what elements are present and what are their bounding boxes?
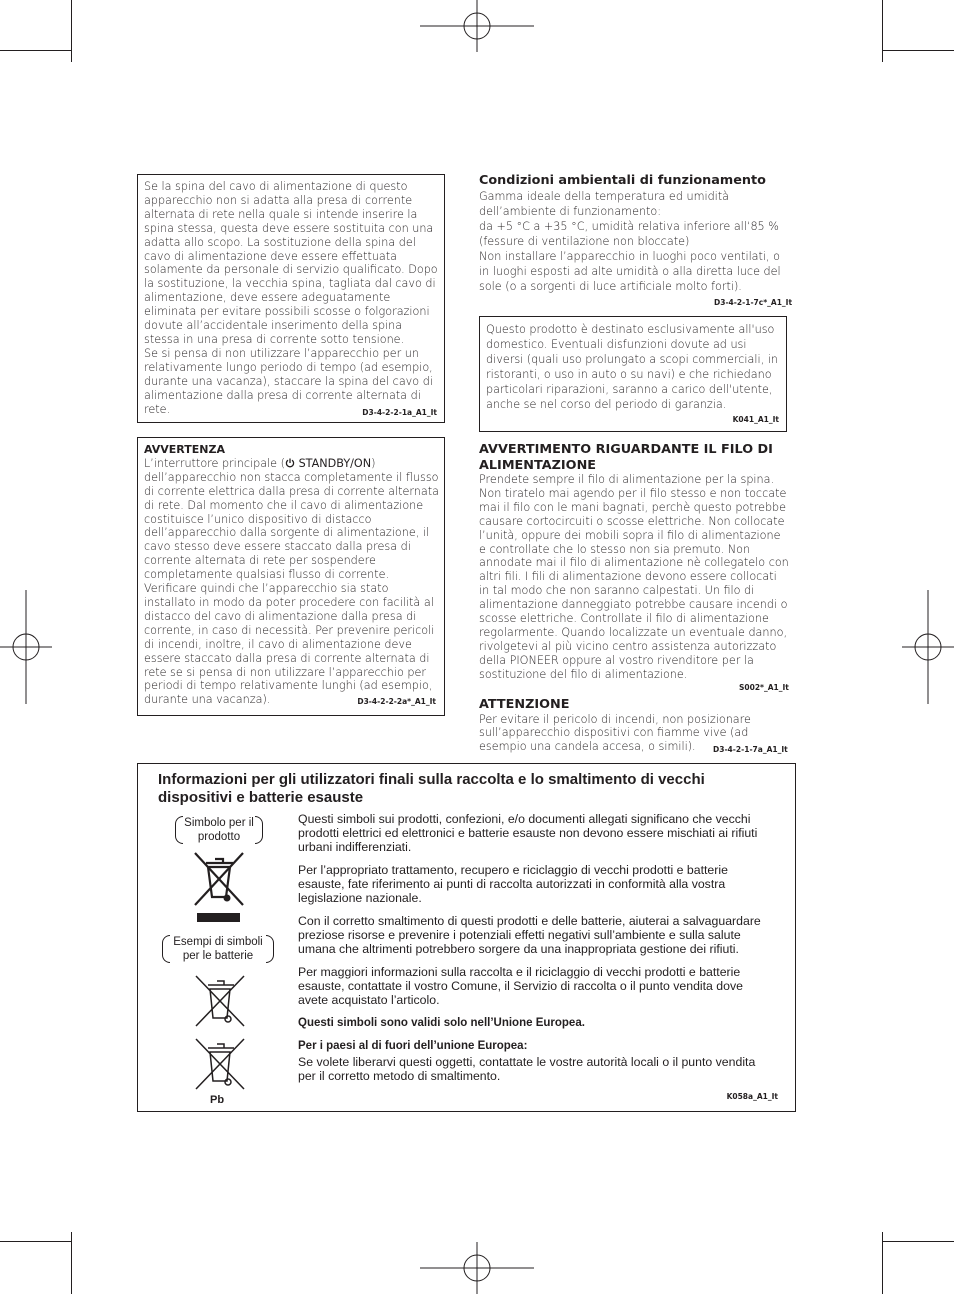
non-eu-paragraph: Se volete liberarvi questi oggetti, contattate le vostre autorità locali o il punto vendita per il corretto metodo di smaltimento. xyxy=(298,1055,756,1083)
label-bracket-left xyxy=(175,816,183,844)
environment-text-3: Non installare l’apparecchio in luoghi poco ventilati, o in luoghi esposti ad alte umidità o alla diretta luce del sole (o a sorgenti di luce artificiale molto forti). xyxy=(479,249,781,293)
weee-title: Informazioni per gli utilizzatori finali sulla raccolta e lo smaltimento di vecchi dispositivi e batterie esauste xyxy=(158,771,705,806)
eu-validity-note: Questi simboli sono validi solo nell’Unione Europea. xyxy=(298,1017,585,1029)
environment-text-2: da +5 °C a +35 °C, umidità relativa inferiore all‘85 % (fessure di ventilazione non bloccate) xyxy=(479,219,779,248)
product-symbol-label: Simbolo per il prodotto xyxy=(184,817,254,843)
crop-mark xyxy=(71,0,72,62)
weee-paragraph: Per l’appropriato trattamento, recupero e riciclaggio di vecchi prodotti e batterie esauste, fate riferimento ai punti di raccolta autorizzati in conformità alla vostra legislazione nazionale. xyxy=(298,863,728,905)
registration-mark-icon xyxy=(902,590,954,704)
reference-code: K041_A1_It xyxy=(732,415,779,424)
crossed-out-wheelie-bin-icon xyxy=(193,851,245,907)
power-cord-section xyxy=(479,442,789,682)
warning-text-post: ) dell’apparecchio non stacca completamente il flusso di corrente elettrica dalla presa di corrente alternata di rete. Dal momento che il cavo di alimentazione costituisce l’unico dispositivo di distacco dell’apparecchio dalla sorgente di alimentazione, il cavo stesso deve essere staccato dalla presa di corrente alternata di rete per sospendere completamente qualsiasi flusso di corrente. Verificare quindi che l’apparecchio sia stato installato in modo da poter procedere con facilità al distacco del cavo di alimentazione dalla presa di corrente, in caso di necessità. Per prevenire pericoli di incendi, inoltre, il cavo di alimentazione deve essere staccato dalla presa di corrente alternata di rete se si pensa di non utilizzare l’apparecchio per periodi di tempo relativamente lunghi (ad esempio, durante una vacanza). xyxy=(144,456,439,707)
caution-heading: ATTENZIONE xyxy=(479,697,570,712)
warning-text xyxy=(144,457,440,707)
weee-paragraph: Questi simboli sui prodotti, confezioni, e/o documenti allegati significano che vecchi prodotti elettrici ed elettronici e batterie esauste non devono essere mischiati ai rifiuti urbani indifferenziati. xyxy=(298,812,758,854)
label-bracket-right xyxy=(255,816,263,844)
battery-symbol-label: Esempi di simboli per le batterie xyxy=(173,936,263,962)
weee-disposal-box xyxy=(137,763,796,1112)
crop-mark xyxy=(0,1241,72,1242)
power-standby-icon xyxy=(285,458,295,468)
reference-code: D3-4-2-2-2a*_A1_It xyxy=(357,697,436,706)
registration-mark-icon xyxy=(420,1242,534,1294)
label-bracket-right xyxy=(266,935,274,963)
registration-mark-icon xyxy=(0,590,52,704)
crop-mark xyxy=(882,1232,883,1294)
crop-mark xyxy=(0,50,72,51)
reference-code: D3-4-2-1-7c*_A1_It xyxy=(714,298,793,307)
power-cord-heading: AVVERTIMENTO RIGUARDANTE IL FILO DI ALIMENTAZIONE xyxy=(479,442,773,473)
weee-paragraph: Per maggiori informazioni sulla raccolta e il riciclaggio di vecchi prodotti e batterie esauste, contattate il vostro Comune, il Servizio di raccolta o il punto vendita dove avete acquistato l’articolo. xyxy=(298,965,743,1007)
crossed-out-wheelie-bin-icon xyxy=(194,974,246,1028)
environment-heading: Condizioni ambientali di funzionamento xyxy=(479,173,766,188)
crop-mark xyxy=(882,50,954,51)
environment-section xyxy=(479,173,789,294)
plug-replacement-text: Se la spina del cavo di alimentazione di questo apparecchio non si adatta alla presa di corrente alternata di rete nella quale si intende inserire la spina stessa, questa deve essere sostituita con una adatta allo scopo. La sostituzione della spina del cavo di alimentazione deve essere effettuata solamente da personale di servizio qualificato. Dopo la sostituzione, la vecchia spina, tagliata dal cavo di alimentazione, deve essere adeguatamente eliminata per evitare possibili scosse o folgorazioni dovute all’accidentale inserimento della spina stessa in una presa di corrente sotto tensione. xyxy=(144,180,438,346)
standby-on-label: STANDBY/ON xyxy=(298,456,372,470)
warning-heading: AVVERTENZA xyxy=(144,443,225,456)
date-bar xyxy=(197,913,240,922)
reference-code: S002*_A1_It xyxy=(739,683,789,692)
reference-code: D3-4-2-2-1a_A1_It xyxy=(362,408,437,417)
crop-mark xyxy=(71,1232,72,1294)
reference-code: K058a_A1_It xyxy=(726,1092,778,1101)
caution-text: Per evitare il pericolo di incendi, non posizionare sull’apparecchio dispositivi con fiamme vive (ad esempio una candela accesa, o simili). xyxy=(479,712,751,754)
long-disuse-text: Se si pensa di non utilizzare l’apparecchio per un relativamente lungo periodo di tempo (ad esempio, durante una vacanza), staccare la spina del cavo di alimentazione dalla presa di corrente alternata di rete. xyxy=(144,346,433,416)
pb-label: Pb xyxy=(210,1094,225,1106)
registration-mark-icon xyxy=(420,0,534,52)
warning-box xyxy=(137,437,445,716)
power-cord-text: Prendete sempre il filo di alimentazione per la spina. Non tiratelo mai agendo per il filo stesso e non toccate mai il filo con le mani bagnati, perchè questo potrebbe causare cortocircuiti o scosse elettriche. Non collocate l’unità, oppure dei mobili sopra il filo di alimentazione e controllate che lo stesso non sia premuto. Non annodate mai il filo di alimentazione nè collegatelo con altri fili. I fili di alimentazione devono essere collocati in tal modo che non saranno calpestati. Un filo di alimentazione danneggiato potrebbe causare incendi o scosse elettriche. Controllate il filo di alimentazione regolarmente. Quando localizzate un eventuale danno, rivolgetevi al più vicino centro assistenza autorizzato della PIONEER oppure al vostro rivenditore per la sostituzione del filo di alimentazione. xyxy=(479,473,789,681)
non-eu-heading: Per i paesi al di fuori dell’unione Europea: xyxy=(298,1040,528,1052)
domestic-use-box xyxy=(479,316,787,432)
plug-replacement-box xyxy=(137,174,445,423)
environment-text-1: Gamma ideale della temperatura ed umidità dell’ambiente di funzionamento: xyxy=(479,189,730,218)
reference-code: D3-4-2-1-7a_A1_It xyxy=(713,745,788,754)
domestic-use-text: Questo prodotto è destinato esclusivamente all'uso domestico. Eventuali disfunzioni dovute ad usi diversi (quali uso prolungato a scopi commerciali, in ristoranti, o uso in auto o su navi) e che richiedano particolari riparazioni, saranno a carico dell'utente, anche se nel corso del periodo di garanzia. xyxy=(486,323,778,411)
crop-mark xyxy=(882,0,883,62)
weee-paragraph: Con il corretto smaltimento di questi prodotti e delle batterie, aiuterai a salvaguardare preziose risorse e prevenire i potenziali effetti negativi sull’ambiente e sulla salute umana che altrimenti potrebbero sorgere da una inappropriata gestione dei rifiuti. xyxy=(298,914,761,956)
crop-mark xyxy=(882,1241,954,1242)
warning-text-pre: L’interruttore principale ( xyxy=(144,456,285,470)
crossed-out-wheelie-bin-icon xyxy=(194,1037,246,1091)
